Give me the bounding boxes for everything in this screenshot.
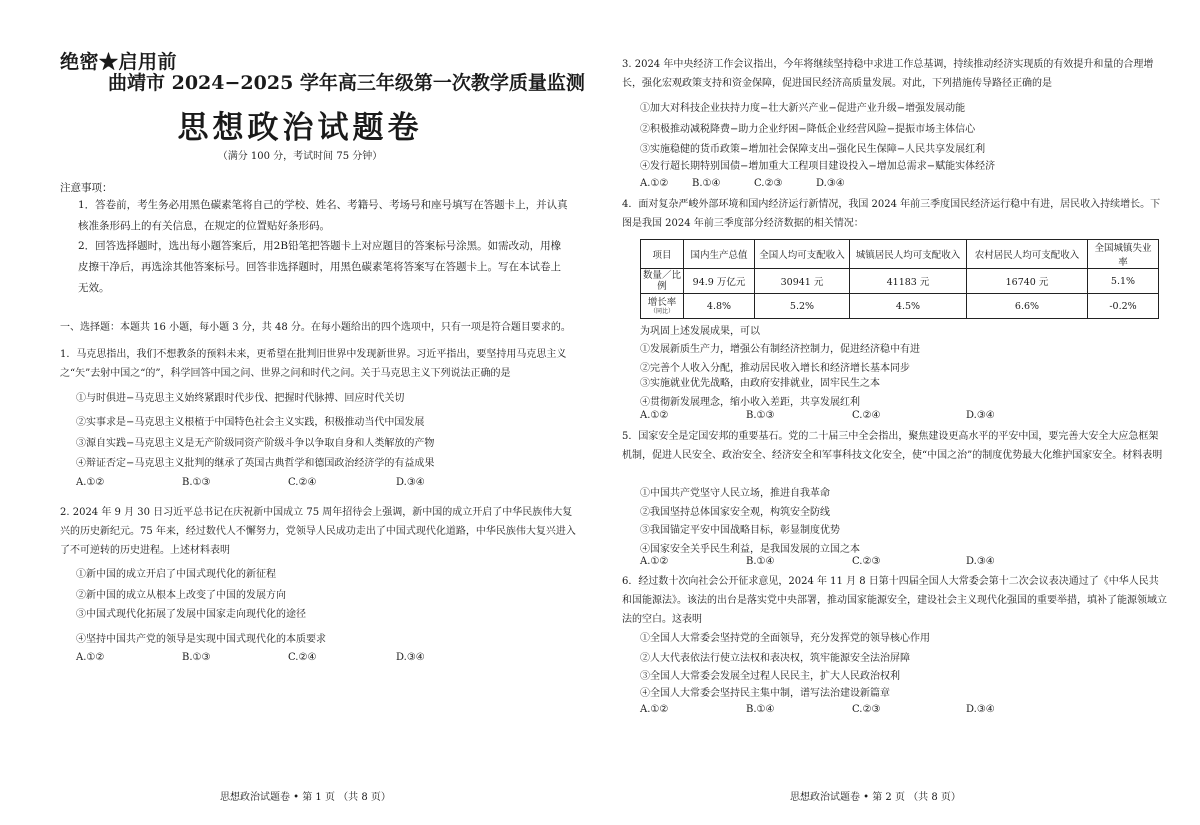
table-header-cell: 全国人均可支配收入 — [755, 240, 850, 269]
question-4-option-1: ①发展新质生产力，增强公有制经济控制力，促进经济稳中有进 — [640, 344, 920, 355]
table-row-label-note: （同比） — [649, 308, 674, 315]
answer-choice-b: B.①③ — [746, 410, 775, 421]
question-2-option-4: ④坚持中国共产党的领导是实现中国式现代化的本质要求 — [76, 634, 326, 645]
notice-item-2: 2．回答选择题时，选出每小题答案后，用2B铅笔把答题卡上对应题目的答案标号涂黑。如需改动，用橡皮擦干净后，再选涂其他答案标号。回答非选择题时，用黑色碳素笔将答案写在答题卡上。写在本试卷上无效。 — [78, 240, 562, 294]
table-row-label: 数量／比例 — [641, 269, 684, 294]
answer-choice-b: B.①④ — [746, 704, 775, 715]
answer-choice-a: A.①② — [76, 477, 105, 488]
question-2-option-1: ①新中国的成立开启了中国式现代化的新征程 — [76, 569, 276, 580]
question-1-answers — [76, 477, 456, 491]
answer-choice-b: B.①③ — [182, 477, 211, 488]
section-heading: 一、选择题：本题共 16 小题，每小题 3 分，共 48 分。在每小题给出的四个选项中，只有一项是符合题目要求的。 — [60, 322, 571, 333]
question-4-option-4: ④贯彻新发展理念，缩小收入差距，共享发展红利 — [640, 397, 860, 408]
question-5-stem: 5．国家安全是定国安邦的重要基石。党的二十届三中全会指出，聚焦建设更高水平的平安中国，要完善大安全大应急框架机制，促进人民安全、政治安全、经济安全和军事科技文化安全，使“中国之治”的制度优势最大化维护国家安全。材料表明 — [622, 431, 1163, 461]
table-cell: 4.8% — [684, 294, 755, 319]
answer-choice-b: B.①③ — [182, 652, 211, 663]
question-2-option-2: ②新中国的成立从根本上改变了中国的发展方向 — [76, 590, 286, 601]
question-6-answers — [640, 704, 1020, 718]
table-cell: -0.2% — [1088, 294, 1159, 319]
table-header-cell: 国内生产总值 — [684, 240, 755, 269]
answer-choice-d: D.③④ — [966, 556, 995, 567]
question-3-answers — [640, 178, 1020, 192]
answer-choice-c: C.②④ — [288, 477, 317, 488]
answer-choice-a: A.①② — [76, 652, 105, 663]
table-cell: 94.9 万亿元 — [684, 269, 755, 294]
question-3-stem: 3. 2024 年中央经济工作会议指出，今年将继续坚持稳中求进工作总基调，持续推动经济实现质的有效提升和量的合理增长，强化宏观政策支持和资金保障，促进国民经济高质量发展。对此，下列措施传导路径正确的是 — [622, 59, 1154, 89]
answer-choice-a: A.①② — [640, 704, 669, 715]
answer-choice-b: B.①④ — [746, 556, 775, 567]
subject-title: 思想政治试题卷 — [177, 110, 423, 146]
question-4-stem: 4．面对复杂严峻外部环境和国内经济运行新情况，我国 2024 年前三季度国民经济运行稳中有进，居民收入持续增长。下图是我国 2024 年前三季度部分经济数据的相关情况： — [622, 199, 1161, 229]
table-cell: 5.2% — [755, 294, 850, 319]
answer-choice-b: B.①④ — [692, 178, 721, 189]
table-cell: 5.1% — [1088, 269, 1159, 294]
question-2-stem: 2. 2024 年 9 月 30 日习近平总书记在庆祝新中国成立 75 周年招待会上强调，新中国的成立开启了中华民族伟大复兴的历史新纪元。75 年来，经过数代人不懈努力，党领导人民成功走出了中国式现代化道路，中华民族伟大复兴进入了不可逆转的历史进程。上述材料表明 — [60, 507, 576, 556]
answer-choice-c: C.②④ — [288, 652, 317, 663]
table-cell: 4.5% — [850, 294, 967, 319]
exam-name: 曲靖市 2024−2025 学年高三年级第一次教学质量监测 — [108, 72, 585, 94]
question-4-option-3: ③实施就业优先战略，由政府安排就业，固牢民生之本 — [640, 378, 880, 389]
answer-choice-d: D.③④ — [396, 652, 425, 663]
answer-choice-d: D.③④ — [816, 178, 845, 189]
question-2-answers — [76, 652, 456, 666]
question-3-option-4: ④发行超长期特别国债−增加重大工程项目建设投入−增加总需求−赋能实体经济 — [640, 161, 996, 172]
answer-choice-c: C.②③ — [852, 704, 881, 715]
question-5-option-4: ④国家安全关乎民生利益，是我国发展的立国之本 — [640, 544, 860, 555]
question-5-option-1: ①中国共产党坚守人民立场，推进自我革命 — [640, 488, 830, 499]
table-row-label-text: 增长率 — [647, 297, 677, 308]
question-2-option-3: ③中国式现代化拓展了发展中国家走向现代化的途径 — [76, 609, 306, 620]
table-row — [641, 269, 1159, 294]
table-cell: 16740 元 — [967, 269, 1088, 294]
question-4-option-2: ②完善个人收入分配，推动居民收入增长和经济增长基本同步 — [640, 363, 910, 374]
table-cell: 30941 元 — [755, 269, 850, 294]
question-1-option-1: ①与时俱进−马克思主义始终紧跟时代步伐、把握时代脉搏、回应时代关切 — [76, 393, 405, 404]
question-4-lead: 为巩固上述发展成果，可以 — [640, 326, 760, 337]
table-row — [641, 294, 1159, 319]
table-header-row — [641, 240, 1159, 269]
question-6-option-1: ①全国人大常委会坚持党的全面领导，充分发挥党的领导核心作用 — [640, 633, 930, 644]
exam-page-2 — [600, 0, 1200, 825]
answer-choice-d: D.③④ — [966, 704, 995, 715]
question-1-option-3: ③源自实践−马克思主义是无产阶级同资产阶级斗争以争取自身和人类解放的产物 — [76, 438, 435, 449]
answer-choice-a: A.①② — [640, 410, 669, 421]
table-header-cell: 项目 — [641, 240, 684, 269]
table-header-cell: 城镇居民人均可支配收入 — [850, 240, 967, 269]
question-1-stem: 1．马克思指出，我们不想教条的预料未来，更希望在批判旧世界中发现新世界。习近平指出，要坚持用马克思主义之“矢”去射中国之“的”，科学回答中国之问、世界之问和时代之问。关于马克思主义下列说法正确的是 — [60, 349, 567, 379]
notice-heading: 注意事项： — [60, 182, 113, 194]
page-footer: 思想政治试题卷 • 第 1 页 （共 8 页） — [220, 792, 391, 803]
question-3-option-2: ②积极推动减税降费−助力企业纾困−降低企业经营风险−提振市场主体信心 — [640, 124, 976, 135]
notice-item-1: 1．答卷前，考生务必用黑色碳素笔将自己的学校、姓名、考籍号、考场号和座号填写在答题卡上，并认真核准条形码上的有关信息，在规定的位置贴好条形码。 — [78, 199, 568, 232]
question-5-option-2: ②我国坚持总体国家安全观，构筑安全防线 — [640, 507, 830, 518]
answer-choice-d: D.③④ — [396, 477, 425, 488]
question-6-stem: 6．经过数十次向社会公开征求意见，2024 年 11 月 8 日第十四届全国人大常委会第十二次会议表决通过了《中华人民共和国能源法》。该法的出台是落实党中央部署，推动国家能源安全，建设社会主义现代化强国的重要举措，填补了能源领域立法的空白。这表明 — [622, 576, 1167, 625]
question-6-option-4: ④全国人大常委会坚持民主集中制，谱写法治建设新篇章 — [640, 688, 890, 699]
score-note: （满分 100 分，考试时间 75 分钟） — [217, 151, 383, 162]
secret-label: 绝密★启用前 — [60, 51, 178, 73]
answer-choice-d: D.③④ — [966, 410, 995, 421]
question-3-option-3: ③实施稳健的货币政策−增加社会保障支出−强化民生保障−人民共享发展红利 — [640, 144, 986, 155]
question-6-option-2: ②人大代表依法行使立法权和表决权，筑牢能源安全法治屏障 — [640, 653, 910, 664]
answer-choice-c: C.②③ — [852, 556, 881, 567]
question-1-option-2: ②实事求是−马克思主义根植于中国特色社会主义实践，积极推动当代中国发展 — [76, 417, 425, 428]
answer-choice-c: C.②④ — [852, 410, 881, 421]
table-header-cell: 农村居民人均可支配收入 — [967, 240, 1088, 269]
answer-choice-c: C.②③ — [754, 178, 783, 189]
table-cell: 6.6% — [967, 294, 1088, 319]
question-1-option-4: ④辩证否定−马克思主义批判的继承了英国古典哲学和德国政治经济学的有益成果 — [76, 458, 435, 469]
page-footer: 思想政治试题卷 • 第 2 页 （共 8 页） — [790, 792, 961, 803]
answer-choice-a: A.①② — [640, 556, 669, 567]
table-cell: 41183 元 — [850, 269, 967, 294]
table-header-cell: 全国城镇失业率 — [1088, 240, 1159, 269]
question-3-option-1: ①加大对科技企业扶持力度−壮大新兴产业−促进产业升级−增强发展动能 — [640, 103, 966, 114]
question-4-answers — [640, 410, 1020, 424]
table-row-label — [641, 294, 684, 319]
answer-choice-a: A.①② — [640, 178, 669, 189]
question-5-option-3: ③我国锚定平安中国战略目标，彰显制度优势 — [640, 525, 840, 536]
question-6-option-3: ③全国人大常委会发展全过程人民民主，扩大人民政治权利 — [640, 671, 900, 682]
question-5-answers — [640, 556, 1020, 570]
economic-data-table — [640, 239, 1159, 319]
